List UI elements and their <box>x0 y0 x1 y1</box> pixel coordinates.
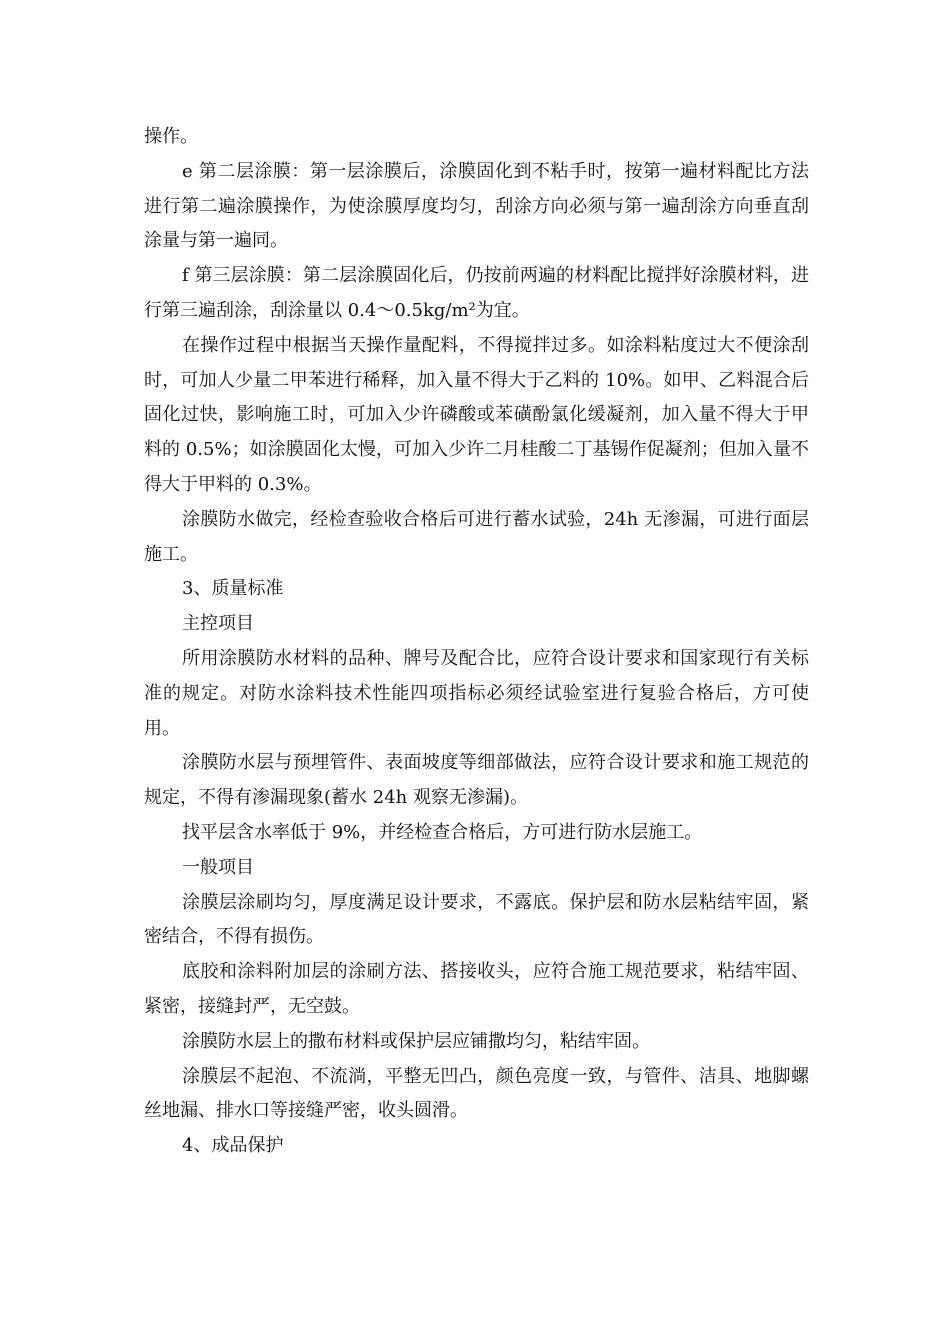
paragraph: 操作。 <box>144 126 198 147</box>
section-heading: 4、成品保护 <box>182 1135 284 1157</box>
subsection-heading: 主控项目 <box>182 613 254 635</box>
document-body <box>144 120 809 1164</box>
paragraph: 在操作过程中根据当天操作量配料，不得搅拌过多。如涂料粘度过大不便涂刮时，可加人少量二甲苯进行稀释，加入量不得大于乙料的 10%。如甲、乙料混合后固化过快，影响施工时，可加入少许磷酸或苯磺酚氯化缓凝剂，加入量不得大于甲料的 0.5%；如涂膜固化太慢，可加入少许二月桂酸二丁基锡作促凝剂；但加入量不得大于甲料的 0.3%。 <box>144 334 809 495</box>
paragraph: e 第二层涂膜：第一层涂膜后，涂膜固化到不粘手时，按第一遍材料配比方法进行第二遍涂膜操作，为使涂膜厚度均匀，刮涂方向必须与第一遍刮涂方向垂直刮涂量与第一遍同。 <box>144 160 809 252</box>
paragraph: 找平层含水率低于 9%，并经检查合格后，方可进行防水层施工。 <box>182 821 703 843</box>
section-heading: 3、质量标准 <box>182 578 284 600</box>
paragraph: 涂膜层不起泡、不流淌，平整无凹凸，颜色亮度一致，与管件、洁具、地脚螺丝地漏、排水口等接缝严密，收头圆滑。 <box>144 1065 809 1122</box>
paragraph: 底胶和涂料附加层的涂刷方法、搭接收头，应符合施工规范要求，粘结牢固、紧密，接缝封严，无空鼓。 <box>144 961 809 1017</box>
subsection-heading: 一般项目 <box>182 856 254 878</box>
paragraph: 涂膜防水做完，经检查验收合格后可进行蓄水试验，24h 无渗漏，可进行面层施工。 <box>144 508 809 565</box>
paragraph: 所用涂膜防水材料的品种、牌号及配合比，应符合设计要求和国家现行有关标准的规定。对防水涂料技术性能四项指标必须经试验室进行复验合格后，方可使用。 <box>144 647 809 739</box>
paragraph: 涂膜防水层与预埋管件、表面坡度等细部做法，应符合设计要求和施工规范的规定，不得有渗漏现象(蓄水 24h 观察无渗漏)。 <box>144 752 809 809</box>
paragraph: 涂膜防水层上的撒布材料或保护层应铺撒均匀，粘结牢固。 <box>182 1030 650 1052</box>
paragraph: 涂膜层涂刷均匀，厚度满足设计要求，不露底。保护层和防水层粘结牢固，紧密结合，不得有损伤。 <box>144 891 809 948</box>
paragraph: f 第三层涂膜：第二层涂膜固化后，仍按前两遍的材料配比搅拌好涂膜材料，进行第三遍刮涂，刮涂量以 0.4～0.5kg/m²为宜。 <box>144 265 809 321</box>
